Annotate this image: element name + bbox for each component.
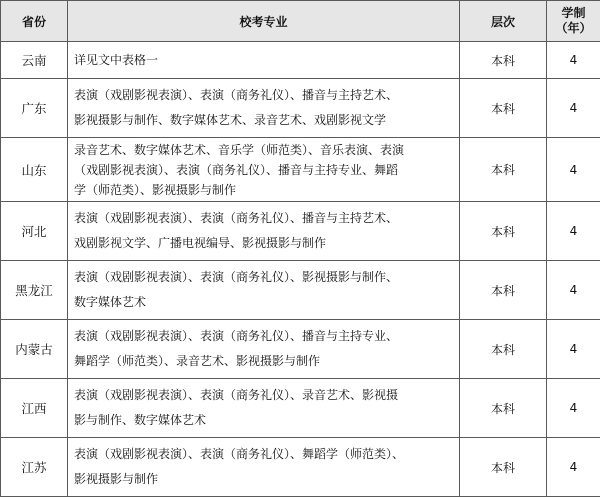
row-major-line: 录音艺术、数字媒体艺术、音乐学（师范类）、音乐表演、表演: [74, 140, 455, 160]
row-level: 本科: [460, 320, 547, 379]
row-level: 本科: [460, 138, 547, 202]
table-row: [1, 79, 600, 138]
table-row: [1, 438, 600, 497]
row-years: 4: [547, 138, 600, 202]
row-major: [68, 202, 460, 261]
row-province: 山东: [1, 138, 68, 202]
row-major-line: 表演（戏剧影视表演）、表演（商务礼仪）、播音与主持艺术、: [74, 83, 455, 108]
header-level: 层次: [460, 1, 547, 42]
row-major: [68, 379, 460, 438]
row-major-line: 舞蹈学（师范类）、录音艺术、影视摄影与制作: [74, 349, 455, 374]
row-province: 广东: [1, 79, 68, 138]
row-province: 云南: [1, 42, 68, 79]
row-major-line: 表演（戏剧影视表演）、表演（商务礼仪）、影视摄影与制作、: [74, 265, 455, 290]
row-major: [68, 42, 460, 79]
table-row: [1, 320, 600, 379]
table-body: [1, 42, 600, 497]
row-province: 河北: [1, 202, 68, 261]
row-province: 江苏: [1, 438, 68, 497]
row-major-line: 戏剧影视文学、广播电视编导、影视摄影与制作: [74, 231, 455, 256]
row-major-line: 表演（戏剧影视表演）、表演（商务礼仪）、播音与主持艺术、: [74, 206, 455, 231]
row-major: [68, 438, 460, 497]
row-years: 4: [547, 42, 600, 79]
row-level: 本科: [460, 261, 547, 320]
row-major-line: （戏剧影视表演）、表演（商务礼仪）、播音与主持专业、舞蹈: [74, 160, 455, 180]
row-major-line: 影视摄影与制作: [74, 467, 455, 492]
row-major-line: 表演（戏剧影视表演）、表演（商务礼仪）、播音与主持专业、: [74, 324, 455, 349]
row-province: 内蒙古: [1, 320, 68, 379]
row-level: 本科: [460, 438, 547, 497]
header-major: 校考专业: [68, 1, 460, 42]
row-level: 本科: [460, 202, 547, 261]
row-major: [68, 138, 460, 202]
table-row: [1, 202, 600, 261]
table-row: [1, 138, 600, 202]
row-major-line: 学（师范类）、影视摄影与制作: [74, 180, 455, 200]
row-level: 本科: [460, 42, 547, 79]
row-years: 4: [547, 320, 600, 379]
row-level: 本科: [460, 379, 547, 438]
row-major: [68, 320, 460, 379]
table-row: [1, 261, 600, 320]
row-major-line: 详见文中表格一: [74, 48, 455, 73]
row-major-line: 影与制作、数字媒体艺术: [74, 408, 455, 433]
row-province: 黑龙江: [1, 261, 68, 320]
row-level: 本科: [460, 79, 547, 138]
header-years-line1: 学制: [547, 6, 600, 21]
row-major: [68, 261, 460, 320]
row-years: 4: [547, 379, 600, 438]
row-major: [68, 79, 460, 138]
row-major-line: 影视摄影与制作、数字媒体艺术、录音艺术、戏剧影视文学: [74, 108, 455, 133]
header-years-line2: （年）: [547, 21, 600, 36]
table-row: [1, 379, 600, 438]
row-major-line: 表演（戏剧影视表演）、表演（商务礼仪）、录音艺术、影视摄: [74, 383, 455, 408]
row-major-line: 数字媒体艺术: [74, 290, 455, 315]
row-years: 4: [547, 261, 600, 320]
row-years: 4: [547, 79, 600, 138]
header-years: [547, 1, 600, 42]
row-province: 江西: [1, 379, 68, 438]
row-years: 4: [547, 438, 600, 497]
row-years: 4: [547, 202, 600, 261]
header-province: 省份: [1, 1, 68, 42]
table-row: [1, 42, 600, 79]
row-major-line: 表演（戏剧影视表演）、表演（商务礼仪）、舞蹈学（师范类）、: [74, 442, 455, 467]
table-header-row: [1, 1, 600, 42]
